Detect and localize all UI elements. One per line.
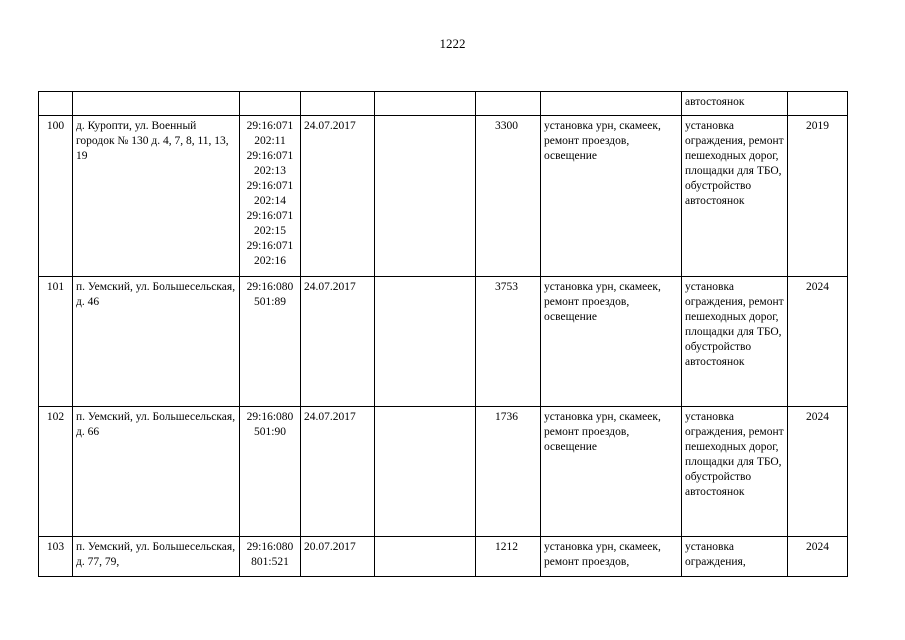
cadastral-line: 29:16:080 (246, 281, 294, 293)
cell-empty (375, 92, 476, 116)
cell-area: 3300 (476, 116, 541, 277)
cadastral-line: 801:521 (251, 556, 289, 568)
cadastral-line: 501:89 (254, 296, 286, 308)
cell-year: 2024 (788, 277, 848, 407)
cell-date: 24.07.2017 (301, 277, 375, 407)
cell-date: 24.07.2017 (301, 116, 375, 277)
cadastral-line: 29:16:071 (246, 240, 294, 252)
cell-works: установка урн, скамеек, ремонт проездов, освещение (541, 407, 682, 537)
cell-number: 101 (39, 277, 73, 407)
cadastral-line: 202:16 (254, 255, 286, 267)
cadastral-line: 202:11 (254, 135, 286, 147)
cadastral-line: 29:16:071 (246, 120, 294, 132)
cadastral-line: 202:14 (254, 195, 286, 207)
cell-empty (73, 92, 240, 116)
cell-empty (541, 92, 682, 116)
cell-cadastral (240, 116, 301, 277)
cell-works: установка урн, скамеек, ремонт проездов, (541, 537, 682, 577)
table-row (39, 407, 848, 537)
cell-measures: установка ограждения, (682, 537, 788, 577)
cell-measures: установка ограждения, ремонт пешеходных дорог, площадки для ТБО, обустройство автостоянок (682, 277, 788, 407)
cell-blank (375, 277, 476, 407)
continued-row (39, 92, 848, 116)
cell-empty (788, 92, 848, 116)
cell-area: 3753 (476, 277, 541, 407)
cell-empty (476, 92, 541, 116)
cadastral-line: 29:16:071 (246, 150, 294, 162)
cell-address: д. Куропти, ул. Военный городок № 130 д. 4, 7, 8, 11, 13, 19 (73, 116, 240, 277)
cell-blank (375, 537, 476, 577)
cell-address: п. Уемский, ул. Большесельская, д. 77, 79, (73, 537, 240, 577)
table-row (39, 277, 848, 407)
cell-works: установка урн, скамеек, ремонт проездов, освещение (541, 277, 682, 407)
cell-cadastral (240, 407, 301, 537)
cell-measures: автостоянок (682, 92, 788, 116)
cadastral-line: 501:90 (254, 426, 286, 438)
cell-empty (301, 92, 375, 116)
cell-number: 102 (39, 407, 73, 537)
cadastral-line: 202:15 (254, 225, 286, 237)
cell-address: п. Уемский, ул. Большесельская, д. 46 (73, 277, 240, 407)
cell-measures: установка ограждения, ремонт пешеходных дорог, площадки для ТБО, обустройство автостоянок (682, 407, 788, 537)
page-number: 1222 (439, 36, 466, 51)
cell-area: 1736 (476, 407, 541, 537)
table-row (39, 537, 848, 577)
cell-measures: установка ограждения, ремонт пешеходных дорог, площадки для ТБО, обустройство автостоянок (682, 116, 788, 277)
cell-date: 20.07.2017 (301, 537, 375, 577)
cadastral-line: 29:16:080 (246, 411, 294, 423)
cell-cadastral (240, 277, 301, 407)
cell-works: установка урн, скамеек, ремонт проездов, освещение (541, 116, 682, 277)
cell-number: 103 (39, 537, 73, 577)
cell-blank (375, 407, 476, 537)
cell-area: 1212 (476, 537, 541, 577)
cell-blank (375, 116, 476, 277)
cell-number: 100 (39, 116, 73, 277)
cell-address: п. Уемский, ул. Большесельская, д. 66 (73, 407, 240, 537)
cadastral-line: 202:13 (254, 165, 286, 177)
data-table (38, 91, 848, 577)
cell-year: 2024 (788, 537, 848, 577)
cell-year: 2019 (788, 116, 848, 277)
cadastral-line: 29:16:071 (246, 210, 294, 222)
cell-empty (39, 92, 73, 116)
cell-year: 2024 (788, 407, 848, 537)
cell-cadastral (240, 537, 301, 577)
table-row (39, 116, 848, 277)
cell-date: 24.07.2017 (301, 407, 375, 537)
cadastral-line: 29:16:080 (246, 541, 294, 553)
cell-empty (240, 92, 301, 116)
cadastral-line: 29:16:071 (246, 180, 294, 192)
